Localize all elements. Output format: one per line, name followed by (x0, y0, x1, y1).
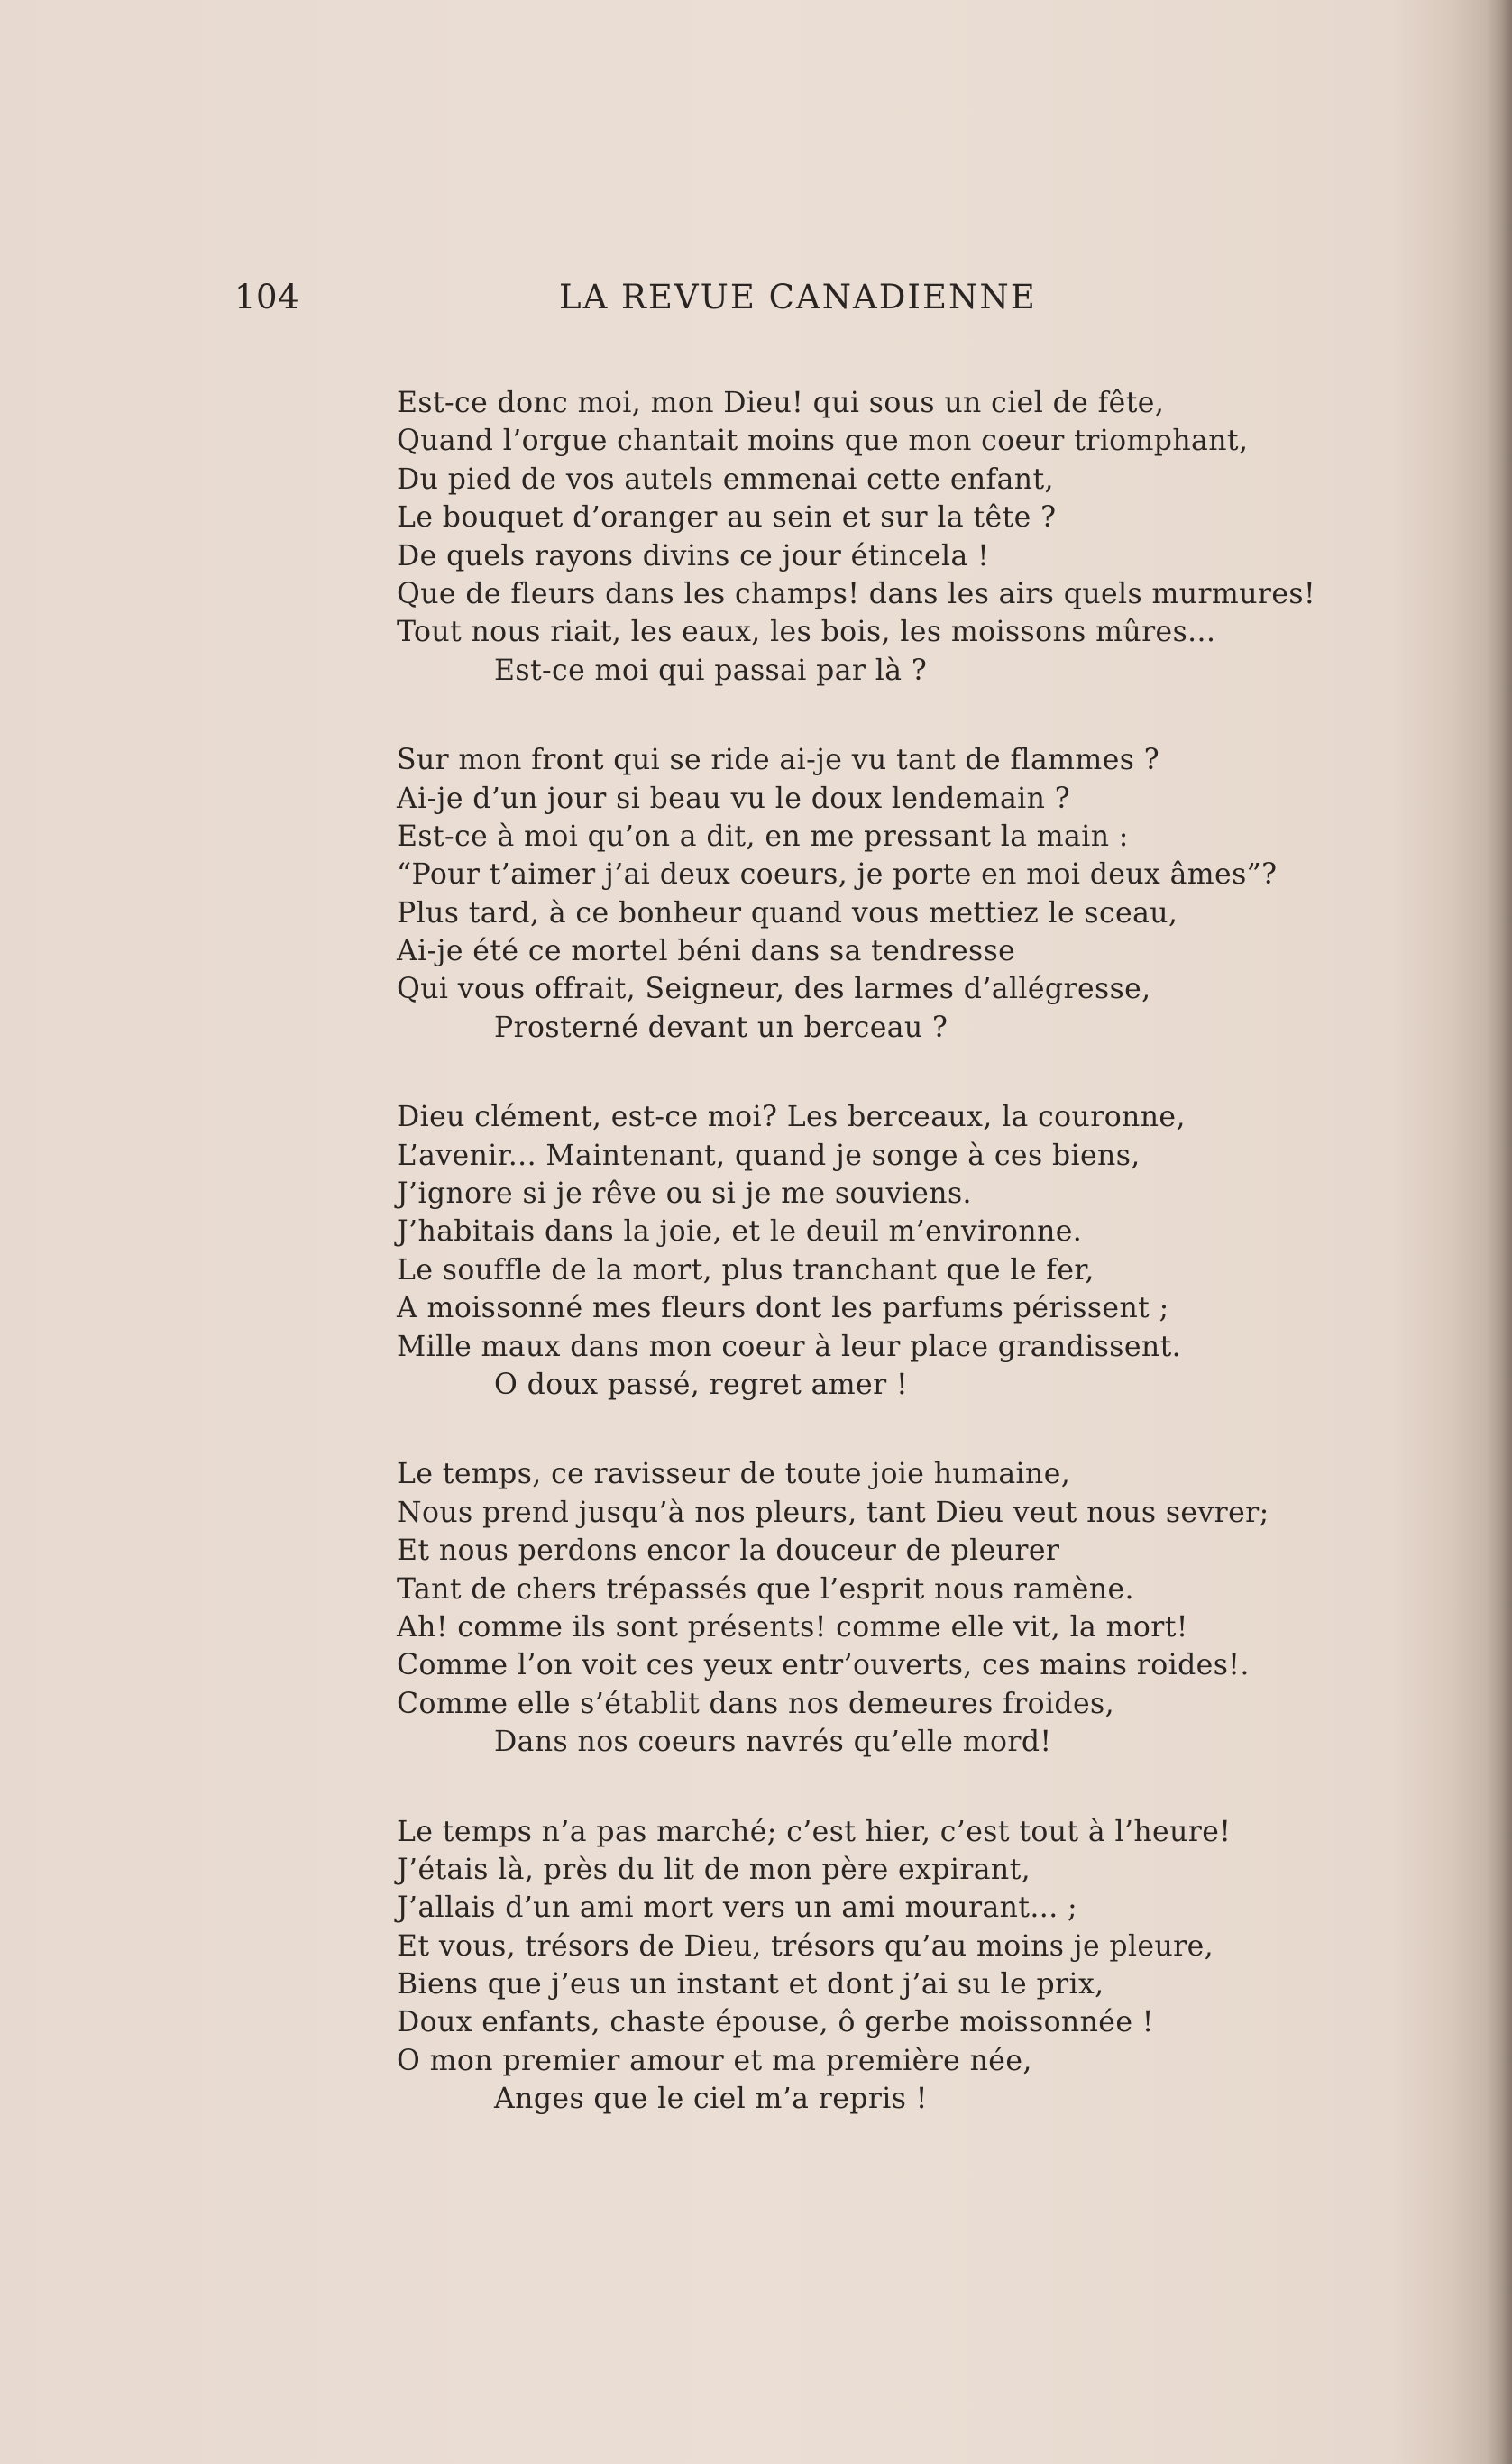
poem-line: Sur mon front qui se ride ai-je vu tant de flammes ? (397, 744, 1160, 777)
poem-line: Tout nous riait, les eaux, les bois, les moissons mûres... (397, 616, 1216, 649)
running-title: LA REVUE CANADIENNE (559, 278, 1037, 316)
poem-line: “Pour t’aimer j’ai deux coeurs, je porte en moi deux âmes”? (397, 858, 1278, 892)
poem-line: J’habitais dans la joie, et le deuil m’environne. (397, 1215, 1083, 1249)
poem-line: Quand l’orgue chantait moins que mon coeur triomphant, (397, 425, 1249, 458)
poem-refrain-line: Prosterné devant un berceau ? (494, 1011, 948, 1044)
poem-line: A moissonné mes fleurs dont les parfums périssent ; (397, 1292, 1169, 1325)
page-edge-shadow (1487, 0, 1512, 2464)
poem-line: Nous prend jusqu’à nos pleurs, tant Dieu veut nous sevrer; (397, 1496, 1269, 1529)
poem-line: Que de fleurs dans les champs! dans les airs quels murmures! (397, 577, 1316, 610)
poem-line: Le bouquet d’oranger au sein et sur la tête ? (397, 501, 1057, 535)
stanza-3 (397, 1098, 1416, 1404)
poem-line: Comme l’on voit ces yeux entr’ouverts, ces mains roides!. (397, 1649, 1250, 1682)
poem-line: De quels rayons divins ce jour étincela ! (397, 539, 990, 572)
poem-line: Plus tard, à ce bonheur quand vous mettiez le sceau, (397, 896, 1178, 930)
poem-line: J’ignore si je rêve ou si je me souviens. (397, 1177, 972, 1211)
poem-line: Le temps, ce ravisseur de toute joie humaine, (397, 1458, 1071, 1491)
poem-line: Du pied de vos autels emmenai cette enfant, (397, 463, 1054, 496)
poem-line: L’avenir... Maintenant, quand je songe à ces biens, (397, 1139, 1141, 1172)
poem-refrain-line: Est-ce moi qui passai par là ? (494, 654, 928, 687)
poem-line: Biens que j’eus un instant et dont j’ai su le prix, (397, 1968, 1104, 2001)
poem-refrain-line: Dans nos coeurs navrés qu’elle mord! (494, 1726, 1052, 1759)
poem-line: Et vous, trésors de Dieu, trésors qu’au moins je pleure, (397, 1929, 1214, 1963)
page-number: 104 (234, 278, 300, 316)
poem-line: Dieu clément, est-ce moi? Les berceaux, la couronne, (397, 1101, 1186, 1134)
running-header (234, 278, 1136, 332)
poem-line: Ah! comme ils sont présents! comme elle vit, la mort! (397, 1610, 1188, 1644)
poem-line: J’étais là, près du lit de mon père expirant, (397, 1853, 1031, 1886)
poem-line: Mille maux dans mon coeur à leur place grandissent. (397, 1330, 1182, 1363)
poem (397, 384, 1416, 2170)
poem-refrain-line: Anges que le ciel m’a repris ! (494, 2083, 928, 2116)
poem-line: Doux enfants, chaste épouse, ô gerbe moissonnée ! (397, 2006, 1154, 2039)
poem-line: Tant de chers trépassés que l’esprit nous ramène. (397, 1572, 1134, 1606)
poem-line: J’allais d’un ami mort vers un ami mourant... ; (397, 1892, 1078, 1925)
poem-line: O mon premier amour et ma première née, (397, 2044, 1032, 2077)
poem-line: Ai-je été ce mortel béni dans sa tendresse (397, 935, 1016, 968)
stanza-5 (397, 1813, 1416, 2119)
poem-line: Ai-je d’un jour si beau vu le doux lendemain ? (397, 782, 1071, 815)
poem-line: Qui vous offrait, Seigneur, des larmes d’allégresse, (397, 973, 1151, 1006)
stanza-2 (397, 741, 1416, 1047)
poem-line: Le temps n’a pas marché; c’est hier, c’est tout à l’heure! (397, 1815, 1232, 1848)
poem-line: Comme elle s’établit dans nos demeures froides, (397, 1687, 1115, 1720)
poem-line: Est-ce donc moi, mon Dieu! qui sous un ciel de fête, (397, 387, 1165, 419)
poem-line: Le souffle de la mort, plus tranchant que le fer, (397, 1253, 1095, 1287)
stanza-4 (397, 1455, 1416, 1761)
poem-line: Est-ce à moi qu’on a dit, en me pressant la main : (397, 820, 1129, 853)
poem-line: Et nous perdons encor la douceur de pleurer (397, 1534, 1060, 1568)
poem-refrain-line: O doux passé, regret amer ! (494, 1368, 909, 1401)
stanza-1 (397, 384, 1416, 690)
